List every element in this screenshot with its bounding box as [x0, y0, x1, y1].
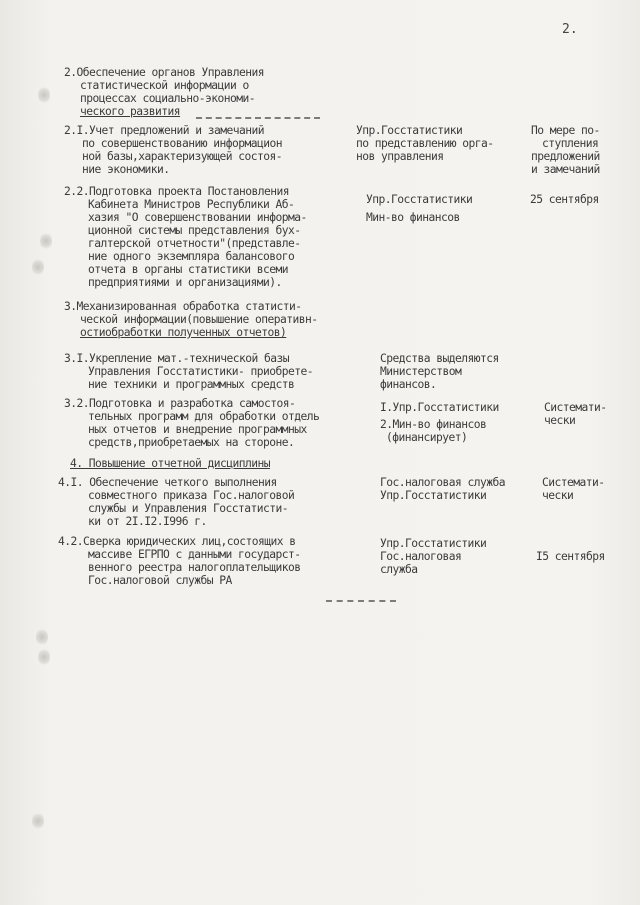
section-title-line: 2.Обеспечение органов Управления	[64, 66, 265, 79]
item-text-line: по совершенствованию информацион	[82, 137, 283, 150]
executor-line: нов управления	[356, 150, 444, 163]
item-text-line: службы и Управления Госстатисти-	[88, 502, 289, 515]
section-title-line: ческого развития	[80, 105, 181, 118]
executor-line: финансов.	[380, 378, 437, 391]
item-text-line: ных отчетов и внедрение программных	[88, 423, 307, 436]
punch-hole-mark	[32, 812, 44, 830]
item-text-line: Управления Госстатистики- приобрете-	[88, 365, 314, 378]
executor-line: Упр.Госстатистики	[380, 537, 487, 550]
item-text-line: совместного приказа Гос.налоговой	[88, 489, 295, 502]
item-text-line: 4.2.Сверка юридических лиц,состоящих в	[58, 535, 296, 548]
executor-line: Упр.Госстатистики	[356, 124, 463, 137]
deadline-line: Системати-	[544, 401, 607, 414]
item-text-line: галтерской отчетности"(представле-	[88, 237, 301, 250]
punch-hole-mark	[36, 628, 48, 646]
deadline-line: По мере по-	[531, 124, 600, 137]
executor-line: Упр.Госстатистики	[366, 193, 473, 206]
deadline-line: предложений	[531, 150, 600, 163]
item-text-line: Кабинета Министров Республики Аб-	[88, 198, 295, 211]
executor-line: Средства выделяются	[380, 352, 499, 365]
item-text-line: ние экономики.	[82, 163, 170, 176]
item-text-line: массиве ЕГРПО с данными государст-	[88, 548, 301, 561]
executor-line: служба	[380, 563, 418, 576]
punch-hole-mark	[38, 86, 50, 104]
section-title-line: статистической информации о	[80, 79, 249, 92]
item-text-line: предприятиями и организациями).	[88, 276, 282, 289]
item-text-line: 3.I.Укрепление мат.-технической базы	[64, 352, 290, 365]
underline-squiggle	[196, 113, 320, 119]
item-text-line: Гос.налоговой службы РА	[88, 574, 232, 587]
item-text-line: тельных программ для обработки отдель	[88, 410, 320, 423]
executor-line: Упр.Госстатистики	[380, 489, 487, 502]
deadline-text: 25 сентября	[530, 193, 599, 206]
item-text-line: 4.I. Обеспечение четкого выполнения	[58, 476, 277, 489]
item-text-line: ние одного экземпляра балансового	[88, 250, 295, 263]
item-text-line: ние техники и программных средств	[88, 378, 295, 391]
punch-hole-mark	[32, 258, 44, 276]
deadline-line: чески	[542, 489, 574, 502]
deadline-text: I5 сентября	[536, 550, 605, 563]
section-4-title: 4. Повышение отчетной дисциплины	[70, 457, 271, 470]
punch-hole-mark	[40, 232, 52, 250]
item-text-line: венного реестра налогоплательщиков	[88, 561, 301, 574]
item-text-line: ционной системы представления бух-	[88, 224, 301, 237]
deadline-line: ступления	[542, 137, 599, 150]
item-text-line: отчета в органы статистики всеми	[88, 263, 289, 276]
executor-line: Гос.налоговая служба	[380, 476, 506, 489]
executor-line: Мин-во финансов	[366, 211, 460, 224]
section-title-line: 3.Механизированная обработка статисти-	[64, 300, 302, 313]
executor-line: (финансирует)	[386, 431, 468, 444]
executor-line: Министерством	[380, 365, 462, 378]
item-text-line: хазия "О совершенствовании информа-	[88, 211, 307, 224]
item-text-line: 2.2.Подготовка проекта Постановления	[64, 185, 290, 198]
item-text-line: средств,приобретаемых на стороне.	[88, 436, 295, 449]
item-text-line: 3.2.Подготовка и разработка самостоя-	[64, 397, 296, 410]
punch-hole-mark	[38, 648, 50, 666]
deadline-line: и замечаний	[531, 163, 600, 176]
executor-line: по представлению орга-	[356, 137, 494, 150]
item-text-line: ки от 2I.I2.I996 г.	[88, 515, 207, 528]
section-title-line: процессах социально-экономи-	[80, 92, 256, 105]
item-text-line: ной базы,характеризующей состоя-	[82, 150, 283, 163]
executor-line: Гос.налоговая	[380, 550, 462, 563]
page-number: 2.	[562, 22, 578, 37]
deadline-line: Системати-	[542, 476, 605, 489]
end-squiggle	[326, 596, 396, 602]
item-text-line: 2.I.Учет предложений и замечаний	[64, 124, 265, 137]
executor-line: I.Упр.Госстатистики	[380, 401, 499, 414]
section-title-line: остиобработки полученных отчетов)	[80, 326, 287, 339]
section-title-line: ческой информации(повышение оперативн-	[80, 313, 318, 326]
executor-line: 2.Мин-во финансов	[380, 418, 487, 431]
deadline-line: чески	[544, 414, 576, 427]
